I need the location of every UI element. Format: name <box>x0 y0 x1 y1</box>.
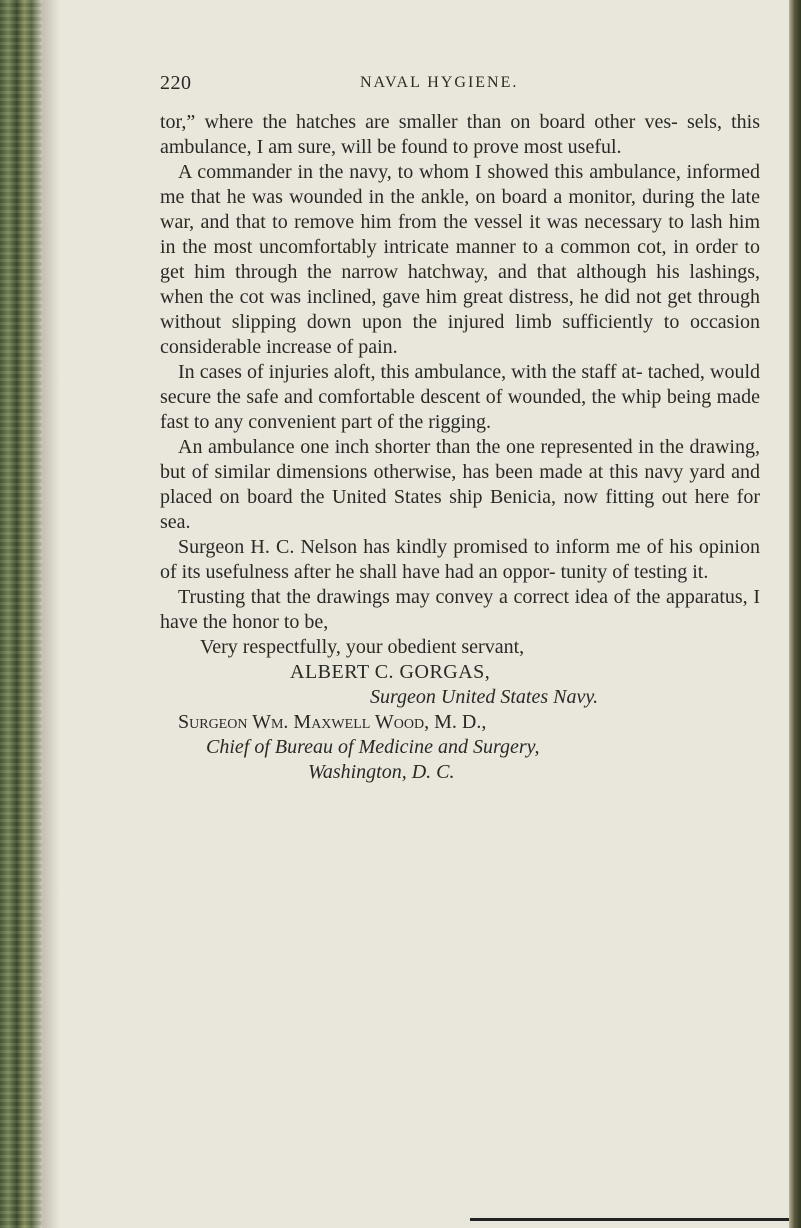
valediction: Very respectfully, your obedient servant, <box>200 636 525 658</box>
page-header <box>160 72 760 98</box>
addressee-place: Washington, D. C. <box>308 761 455 783</box>
bottom-rule <box>470 1218 789 1221</box>
addressee-name: Surgeon Wm. Maxwell Wood, M. D., <box>178 711 487 733</box>
book-page <box>160 72 760 785</box>
paragraph: A commander in the navy, to whom I showed this ambulance, informed me that he was wounded in the ankle, on board a monitor, during the late war, and that to remove him from the vessel it was necessary to lash him in the most uncomfortably intricate manner to a common cot, in order to get him through the narrow hatchway, and that although his lashings, when the cot was inclined, gave him great distress, he did not get through without slipping down upon the injured limb sufficiently to occasion considerable increase of pain. <box>160 161 760 358</box>
author-name: ALBERT C. GORGAS, <box>290 661 491 683</box>
gutter-shadow <box>42 0 60 1228</box>
paragraph: Trusting that the drawings may convey a correct idea of the apparatus, I have the honor to be, <box>160 586 760 633</box>
right-page-edge <box>789 0 801 1228</box>
addressee-title: Chief of Bureau of Medicine and Surgery, <box>206 736 540 758</box>
left-binding-edge <box>0 0 42 1228</box>
author-title: Surgeon United States Navy. <box>370 686 599 708</box>
paragraph: tor,” where the hatches are smaller than on board other ves- sels, this ambulance, I am sure, will be found to prove most useful. <box>160 111 760 158</box>
body-text <box>160 110 760 635</box>
running-head: NAVAL HYGIENE. <box>360 74 519 91</box>
letter-closing <box>160 635 760 785</box>
page-number: 220 <box>160 72 192 94</box>
paragraph: In cases of injuries aloft, this ambulance, with the staff at- tached, would secure the safe and comfortable descent of wounded, the whip being made fast to any convenient part of the rigging. <box>160 361 760 433</box>
paragraph: Surgeon H. C. Nelson has kindly promised to inform me of his opinion of its usefulness after he shall have had an oppor- tunity of testing it. <box>160 536 760 583</box>
paragraph: An ambulance one inch shorter than the one represented in the drawing, but of similar dimensions otherwise, has been made at this navy yard and placed on board the United States ship Benicia, now fitting out here for sea. <box>160 436 760 533</box>
